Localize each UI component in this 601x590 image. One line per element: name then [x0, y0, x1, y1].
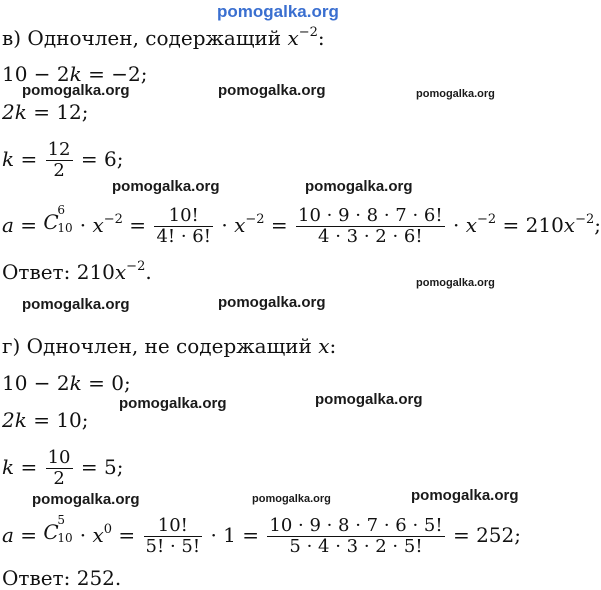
dot: · [73, 213, 93, 237]
part-g-heading [2, 336, 336, 356]
watermark: pomogalka.org [22, 296, 130, 313]
period: . [145, 260, 152, 284]
eq-text: · 1 = [204, 523, 266, 547]
watermark: pomogalka.org [218, 294, 326, 311]
numerator: 10! [154, 206, 213, 227]
eq-text: 10 − 2 [2, 62, 70, 86]
denominator: 5 · 4 · 3 · 2 · 5! [289, 536, 423, 557]
dot: · [214, 213, 235, 237]
exponent: −2 [245, 212, 265, 227]
fraction [296, 206, 445, 247]
watermark: pomogalka.org [119, 395, 227, 412]
var-x: x [92, 523, 104, 547]
watermark: pomogalka.org [32, 491, 140, 508]
watermark: pomogalka.org [112, 178, 220, 195]
binom-upper: 6 [57, 203, 66, 217]
exponent: −2 [476, 212, 497, 227]
exponent: −2 [126, 259, 146, 274]
eq-text: = [112, 523, 142, 547]
exponent: −2 [298, 25, 318, 40]
part-v-answer [2, 259, 152, 284]
part-g-eq1 [2, 373, 131, 393]
numerator: 10 [47, 447, 71, 468]
part-v-eq3 [2, 140, 123, 181]
numerator: 10! [144, 516, 203, 537]
watermark: pomogalka.org [416, 277, 495, 289]
fraction [46, 140, 73, 181]
part-g-eq4 [2, 513, 521, 557]
numerator: 10 · 9 · 8 · 7 · 6 · 5! [269, 515, 443, 536]
var-2k: 2k [2, 100, 27, 124]
watermark: pomogalka.org [305, 178, 413, 195]
eq-text: = 252; [446, 523, 521, 547]
colon: : [329, 334, 337, 358]
var-k: k [69, 62, 82, 86]
var-x: x [114, 260, 127, 284]
part-v-eq4 [2, 203, 601, 247]
heading-text: в) Одночлен, содержащий [2, 26, 288, 50]
eq-text: = 6; [74, 147, 124, 171]
eq-text: = [14, 455, 44, 479]
binomial-coefficient: C 5 10 [43, 513, 73, 545]
denominator: 5! · 5! [145, 536, 201, 557]
colon: : [317, 26, 325, 50]
watermark: pomogalka.org [411, 487, 519, 504]
watermark: pomogalka.org [218, 82, 326, 99]
denominator: 2 [53, 468, 65, 489]
heading-text: г) Одночлен, не содержащий [2, 334, 319, 358]
part-v-heading [2, 25, 325, 50]
eq-text: 10 − 2 [2, 371, 70, 395]
part-v-eq2 [2, 102, 89, 122]
watermark: pomogalka.org [416, 88, 495, 100]
part-v-eq1 [2, 64, 147, 84]
exponent: −2 [575, 212, 595, 227]
part-g-eq2 [2, 410, 89, 430]
var-k: k [69, 371, 82, 395]
part-g-answer [2, 568, 121, 588]
exponent: −2 [103, 212, 123, 227]
var-x: x [92, 213, 104, 237]
binom-lower: 10 [57, 531, 73, 545]
var-k: k [2, 455, 15, 479]
eq-text: = 12; [26, 100, 89, 124]
eq-text: = [13, 523, 44, 547]
watermark-top: pomogalka.org [217, 2, 339, 21]
fraction [46, 448, 73, 489]
binom-upper: 5 [57, 513, 66, 527]
answer-text: Ответ: 252. [2, 566, 122, 590]
semicolon: ; [594, 213, 601, 237]
part-g-eq3 [2, 448, 123, 489]
eq-text: = −2; [81, 62, 148, 86]
fraction [154, 206, 213, 247]
eq-text: = [14, 147, 44, 171]
eq-text: = [122, 213, 153, 237]
exponent: 0 [103, 522, 113, 537]
var-2k: 2k [2, 408, 27, 432]
var-a: a [2, 213, 14, 237]
var-x: x [234, 213, 246, 237]
watermark: pomogalka.org [22, 82, 130, 99]
dot: · [446, 213, 466, 237]
eq-text: = 10; [26, 408, 89, 432]
watermark: pomogalka.org [315, 391, 423, 408]
numerator: 12 [47, 139, 71, 160]
fraction [144, 516, 203, 557]
var-x: x [318, 334, 330, 358]
eq-text: = [264, 213, 294, 237]
fraction [267, 516, 444, 557]
numerator: 10 · 9 · 8 · 7 · 6! [298, 205, 443, 226]
var-x: x [287, 26, 299, 50]
denominator: 2 [53, 160, 65, 181]
binomial-coefficient: C 6 10 [43, 203, 73, 235]
eq-text: = 210 [496, 213, 564, 237]
eq-text: = [13, 213, 44, 237]
var-x: x [465, 213, 477, 237]
watermark: pomogalka.org [252, 493, 331, 505]
eq-text: = 0; [81, 371, 131, 395]
binom-lower: 10 [57, 221, 73, 235]
denominator: 4 · 3 · 2 · 6! [318, 226, 423, 247]
var-k: k [2, 147, 15, 171]
denominator: 4! · 6! [156, 226, 211, 247]
dot: · [73, 523, 93, 547]
eq-text: = 5; [74, 455, 124, 479]
answer-text: Ответ: 210 [2, 260, 115, 284]
var-x: x [563, 213, 576, 237]
var-a: a [2, 523, 14, 547]
